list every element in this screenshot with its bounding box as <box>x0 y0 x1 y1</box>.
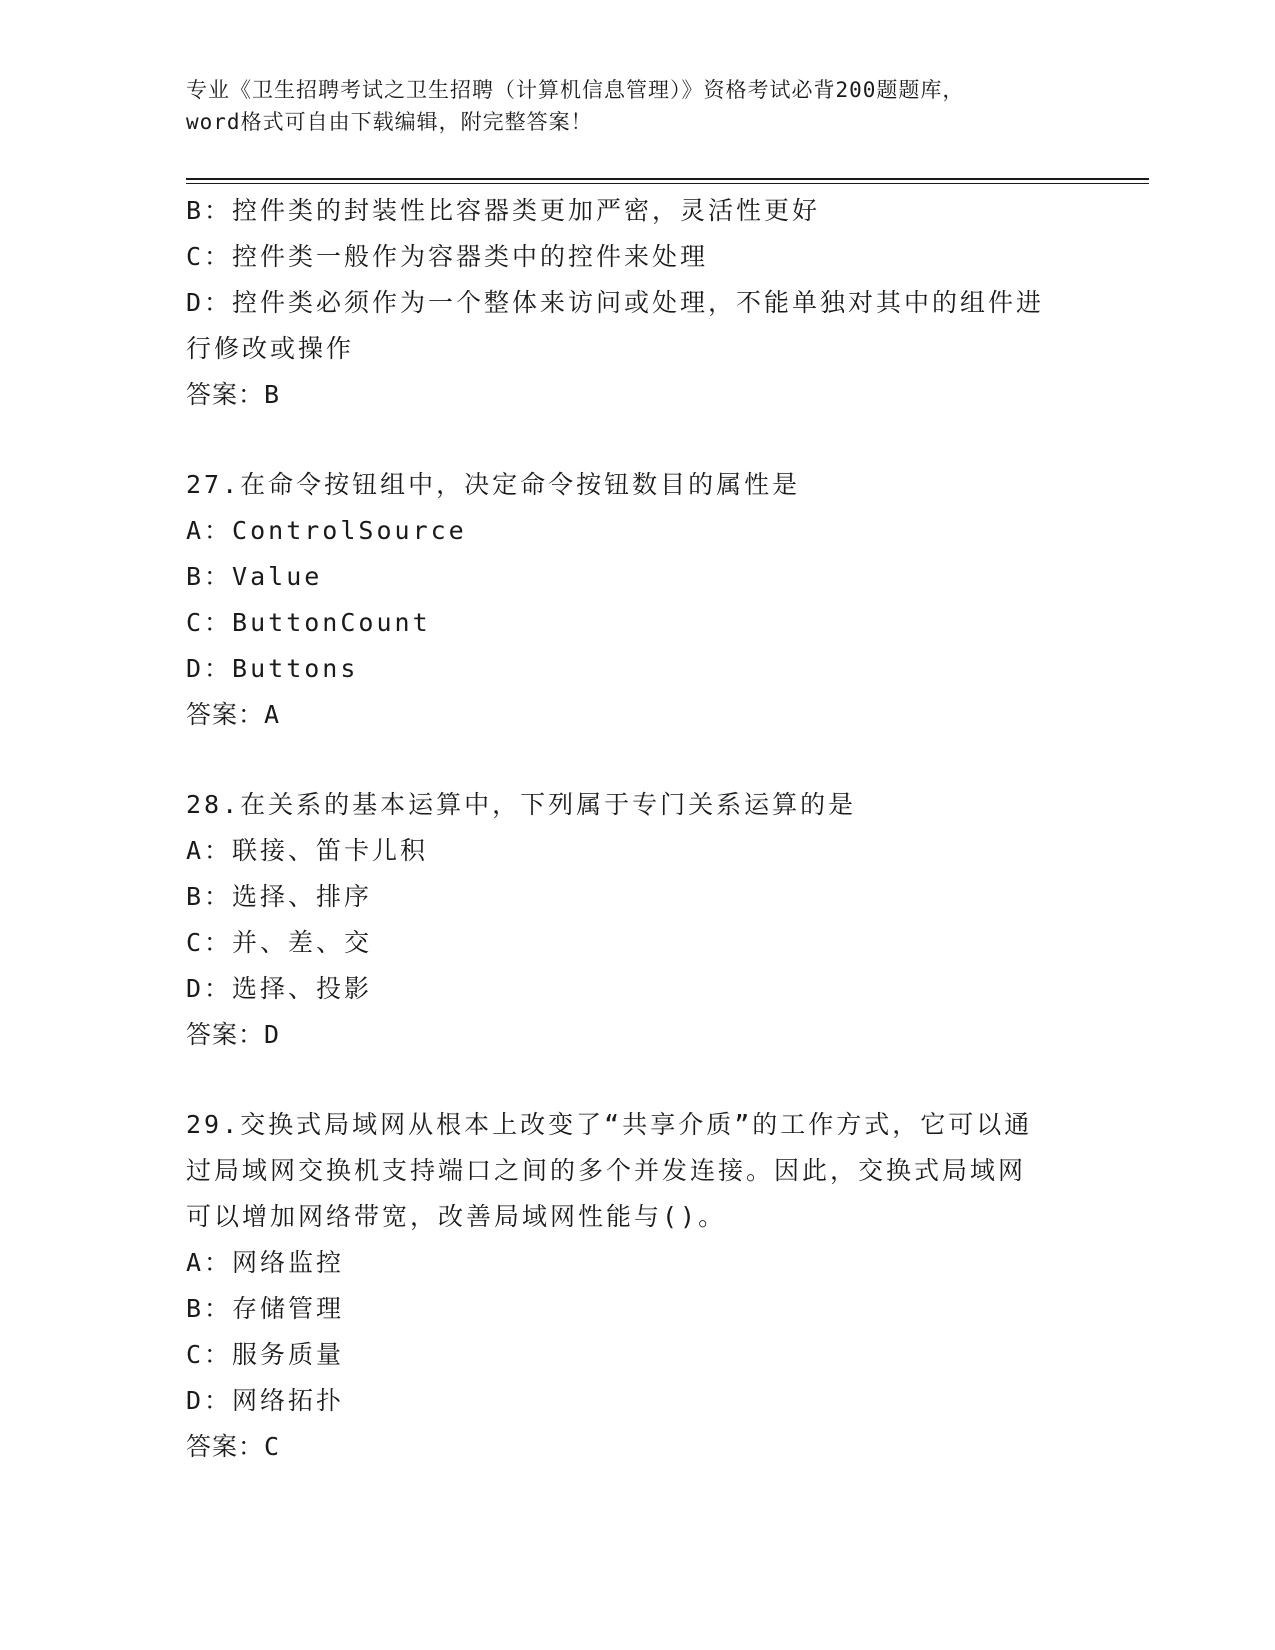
question-stem: 28.在关系的基本运算中，下列属于专门关系运算的是 <box>186 790 857 819</box>
option-c: C：服务质量 <box>186 1340 345 1369</box>
header-title-line-2: word格式可自由下载编辑，附完整答案！ <box>186 110 593 134</box>
header-divider-thick <box>186 178 1149 180</box>
option-d: D：Buttons <box>186 654 359 683</box>
question-block-29 <box>186 1102 1086 1470</box>
option-d-continued: 行修改或操作 <box>186 334 355 363</box>
option-c: C：控件类一般作为容器类中的控件来处理 <box>186 242 709 271</box>
option-a: A：ControlSource <box>186 516 467 545</box>
option-d: D：控件类必须作为一个整体来访问或处理，不能单独对其中的组件进 <box>186 288 1045 317</box>
answer-text: 答案：B <box>186 380 281 409</box>
header-divider-thin <box>186 183 1149 184</box>
option-b: B：Value <box>186 562 323 591</box>
question-stem: 27.在命令按钮组中，决定命令按钮数目的属性是 <box>186 470 801 499</box>
question-stem-line-3: 可以增加网络带宽，改善局域网性能与()。 <box>186 1202 727 1231</box>
answer-text: 答案：D <box>186 1020 281 1049</box>
question-stem-line-1: 29.交换式局域网从根本上改变了“共享介质”的工作方式，它可以通 <box>186 1110 1033 1139</box>
option-b: B：选择、排序 <box>186 882 373 911</box>
question-block-28 <box>186 782 1086 1058</box>
document-header <box>186 74 1086 138</box>
option-a: A：联接、笛卡儿积 <box>186 836 429 865</box>
option-d: D：网络拓扑 <box>186 1386 345 1415</box>
question-block-27 <box>186 462 1086 738</box>
option-c: C：ButtonCount <box>186 608 431 637</box>
option-d: D：选择、投影 <box>186 974 373 1003</box>
option-b: B：存储管理 <box>186 1294 345 1323</box>
question-list <box>186 188 1086 1470</box>
question-block-26-continued <box>186 188 1086 418</box>
option-a: A：网络监控 <box>186 1248 345 1277</box>
option-b: B：控件类的封装性比容器类更加严密，灵活性更好 <box>186 196 821 225</box>
answer-text: 答案：A <box>186 700 281 729</box>
question-stem-line-2: 过局域网交换机支持端口之间的多个并发连接。因此，交换式局域网 <box>186 1156 1027 1185</box>
header-title-line-1: 专业《卫生招聘考试之卫生招聘（计算机信息管理）》资格考试必背200题题库， <box>186 78 965 102</box>
answer-text: 答案：C <box>186 1432 281 1461</box>
option-c: C：并、差、交 <box>186 928 373 957</box>
